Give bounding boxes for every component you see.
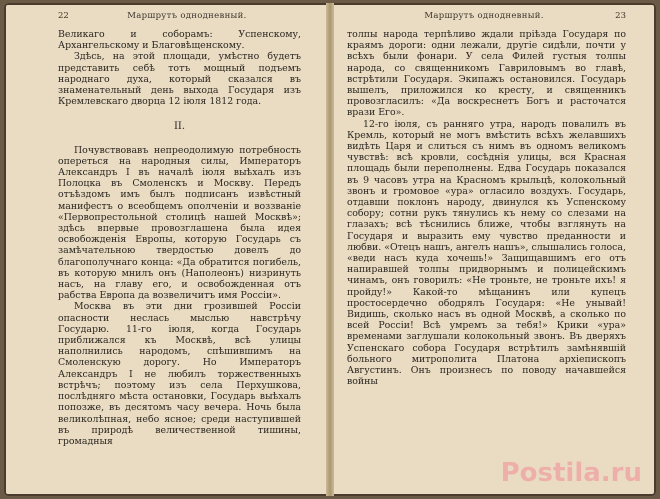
left-page xyxy=(4,3,329,496)
running-title-right: Маршрутъ однодневный. xyxy=(424,11,544,21)
book-spread xyxy=(4,3,656,496)
watermark-logo: Postila.ru xyxy=(500,458,642,488)
paragraph: Москва въ эти дни грозившей Россіи опасности неслась мыслью навстрѣчу Государю. 11-го іюля, когда Государь приближался къ Москвѣ, всѣ улицы наполнились народомъ, спѣшившимъ на Смоленскую дорогу. Но Императоръ Александръ I не любилъ торжественныхъ встрѣчъ; поэтому изъ села Перхушкова, послѣдняго мѣста остановки, Государь выѣхалъ попозже, въ десятомъ часу вечера. Ночь была великолѣпная, небо ясное; среди наступившей въ природѣ величественной тишины, громадныя xyxy=(58,301,301,447)
left-page-text xyxy=(58,29,301,447)
running-title-left: Маршрутъ однодневный. xyxy=(127,11,247,21)
page-number-right: 23 xyxy=(615,11,626,21)
section-heading: II. xyxy=(173,121,186,133)
paragraph: толпы народа терпѣливо ждали пріѣзда Государя по краямъ дороги: одни лежали, другіе сидѣли, почти у всѣхъ были фонари. У села Филей густыя толпы народа, со священникомъ Гавриловымъ во главѣ, встрѣтили Государя. Экипажъ остановился. Государь вышелъ, приложился ко кресту, и священникъ провозгласилъ: «Да воскреснетъ Богъ и расточатся врази Его». xyxy=(347,29,626,119)
right-page xyxy=(331,3,656,496)
running-head-left xyxy=(58,11,305,21)
paragraph: Почувствовавъ непреодолимую потребность опереться на народныя силы, Императоръ Александръ I въ началѣ іюля выѣхалъ изъ Полоцка въ Смоленскъ и Москву. Передъ отъѣздомъ имъ былъ подписанъ извѣстный манифестъ о всеобщемъ ополченіи и воззваніе «Первопрестольной столицѣ нашей Москвѣ»; здѣсь впервые провозглашена была идея освобожденія Европы, которую Государь съ замѣчательною твердостью довелъ до благополучнаго конца: «Да обратится погибель, въ которую мнилъ онъ (Наполеонъ) низринуть насъ, на главу его, и освобожденная отъ рабства Европа да возвеличитъ имя Россіи». xyxy=(58,144,301,302)
paragraph: Великаго и соборамъ: Успенскому, Архангельскому и Благовѣщенскому. xyxy=(58,29,301,52)
right-page-text xyxy=(347,29,626,388)
paragraph: Здѣсь, на этой площади, умѣстно будетъ представить себѣ тотъ мощный подъемъ народнаго духа, который сказался въ знаменательный день выхода Государя изъ Кремлевскаго дворца 12 іюля 1812 года. xyxy=(58,51,301,108)
page-number-left: 22 xyxy=(58,11,69,21)
paragraph: 12-го іюля, съ ранняго утра, народъ повалилъ въ Кремль, который не могъ вмѣстить всѣхъ желавшихъ видѣть Царя и слиться съ нимъ въ одномъ великомъ чувствѣ: всѣ кровли, сосѣднія улицы, вся Красная площадь были переполнены. Едва Государь показался въ 9 часовъ утра на Красномъ крыльцѣ, колокольный звонъ и громовое «ура» огласило воздухъ. Государь, отдавши поклонъ народу, двинулся къ Успенскому собору; сотни рукъ тянулись къ нему со слезами на глазахъ; всѣ тѣснились ближе, чтобы взглянуть на Государя и выразить ему чувство преданности и любви. «Отецъ нашъ, ангелъ нашъ», слышались голоса, «веди насъ куда хочешь!» Защищавшимъ его отъ напиравшей толпы придворнымъ и полицейскимъ чинамъ, онъ говорилъ: «Не троньте, не троньте ихъ! я пройду!» Какой-то мѣщанинъ или купецъ простосердечно ободрялъ Государя: «Не унывай! Видишь, сколько насъ въ одной Москвѣ, а сколько по всей Россіи! Всѣ умремъ за тебя!» Крики «ура» временами заглушали колокольный звонъ. Въ дверяхъ Успенскаго собора Государя встрѣтилъ замѣнявшій больного митрополита Платона архіепископъ Августинъ. Онъ произнесъ по поводу начавшейся войны xyxy=(347,118,626,388)
running-head-right xyxy=(353,11,626,21)
